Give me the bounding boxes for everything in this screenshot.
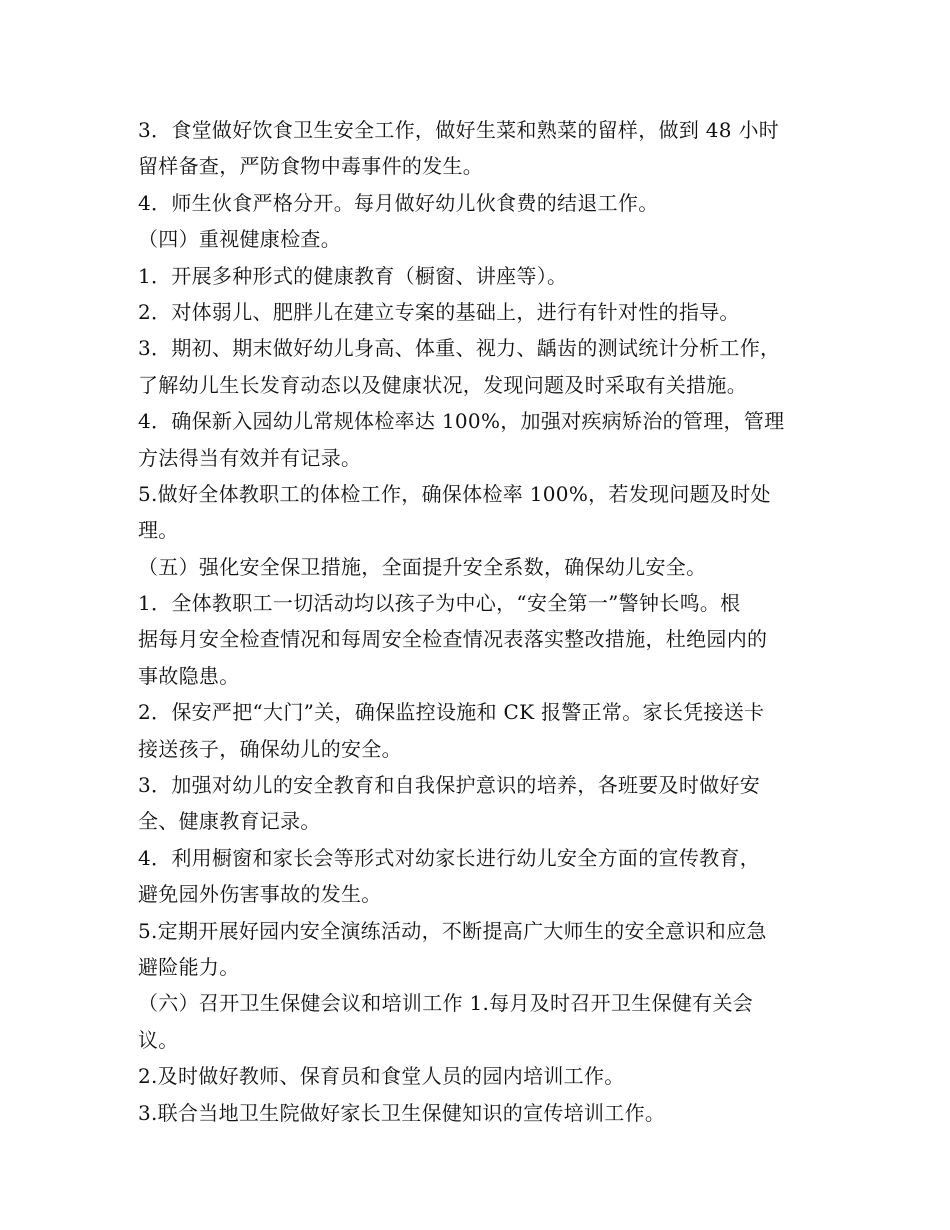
text-line: 5.做好全体教职工的体检工作，确保体检率 100%，若发现问题及时处	[138, 481, 771, 506]
text-line: 方法得当有效并有记录。	[138, 445, 362, 470]
text-line: 4．师生伙食严格分开。每月做好幼儿伙食费的结退工作。	[138, 190, 659, 215]
text-line: 避免园外伤害事故的发生。	[138, 882, 382, 907]
text-line: 据每月安全检查情况和每周安全检查情况表落实整改措施，杜绝园内的	[138, 627, 768, 652]
text-line: 3．期初、期末做好幼儿身高、体重、视力、龋齿的测试统计分析工作，	[138, 336, 781, 361]
text-line: 留样备查，严防食物中毒事件的发生。	[138, 154, 484, 179]
text-line: 事故隐患。	[138, 663, 240, 688]
text-line: 2．对体弱儿、肥胖儿在建立专案的基础上，进行有针对性的指导。	[138, 299, 740, 324]
text-line: 2．保安严把“大门”关，确保监控设施和 CK 报警正常。家长凭接送卡	[138, 700, 765, 725]
section-heading: （五）强化安全保卫措施，全面提升安全系数，确保幼儿安全。	[138, 554, 707, 579]
text-line: 3．加强对幼儿的安全教育和自我保护意识的培养，各班要及时做好安	[138, 773, 761, 798]
text-line: 避险能力。	[138, 954, 240, 979]
text-line: 4．确保新入园幼儿常规体检率达 100%，加强对疾病矫治的管理，管理	[138, 409, 785, 434]
text-line: 全、健康教育记录。	[138, 809, 321, 834]
text-line: 3.联合当地卫生院做好家长卫生保健知识的宣传培训工作。	[138, 1100, 666, 1125]
section-heading: （六）召开卫生保健会议和培训工作 1.每月及时召开卫生保健有关会	[138, 991, 754, 1016]
text-line: 1．全体教职工一切活动均以孩子为中心，“安全第一”警钟长鸣。根	[138, 591, 741, 616]
text-line: 2.及时做好教师、保育员和食堂人员的园内培训工作。	[138, 1064, 625, 1089]
text-line: 5.定期开展好园内安全演练活动，不断提高广大师生的安全意识和应急	[138, 918, 767, 943]
section-heading: （四）重视健康检查。	[138, 227, 341, 252]
text-line: 理。	[138, 518, 179, 543]
text-line: 了解幼儿生长发育动态以及健康状况，发现问题及时采取有关措施。	[138, 372, 747, 397]
document-body	[138, 112, 828, 1131]
text-line: 1．开展多种形式的健康教育（橱窗、讲座等）。	[138, 263, 568, 288]
text-line: 4．利用橱窗和家长会等形式对幼家长进行幼儿安全方面的宣传教育，	[138, 845, 761, 870]
text-line: 接送孩子，确保幼儿的安全。	[138, 736, 402, 761]
text-line: 3．食堂做好饮食卫生安全工作，做好生菜和熟菜的留样，做到 48 小时	[138, 118, 780, 142]
text-line: 议。	[138, 1027, 179, 1052]
